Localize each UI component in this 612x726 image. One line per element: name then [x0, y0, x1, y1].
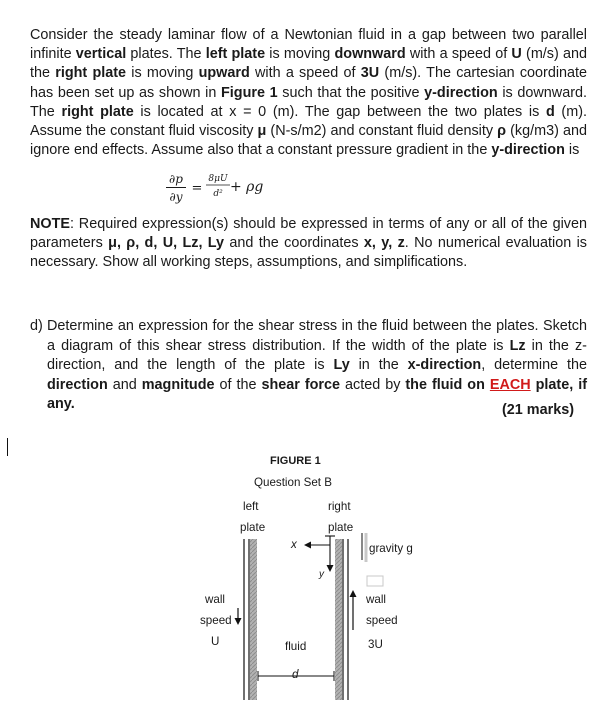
fluid-label: fluid [285, 640, 307, 653]
left-plate [250, 539, 257, 700]
right-wall-label: wall [366, 593, 386, 606]
right-speed-arrowhead [350, 590, 357, 597]
right-speed-value: 3U [368, 638, 383, 651]
formula-rhs-tail: + ρg [230, 179, 264, 195]
figure-subtitle: Question Set B [254, 476, 332, 489]
left-speed-label: speed [200, 614, 232, 627]
part-d-body: Determine an expression for the shear stress in the fluid between the plates. Sketch a diagram of this shear stress distribution. If the width of the plate is Lz in the z-direction, and the length of the plate is Ly in the x-direction, determine the direction and magnitude of the shear force acted by the fluid on EACH plate, if any. [47, 318, 587, 413]
right-speed-marker [367, 576, 383, 586]
formula-equals: = [191, 181, 203, 196]
each-emphasis: EACH [489, 376, 531, 393]
problem-statement: Consider the steady laminar flow of a Newtonian fluid in a gap between two parallel infinite vertical plates. The left plate is moving downward with a speed of U (m/s) and the right plate is moving upward with a speed of 3U (m/s). The cartesian coordinate has been set up as shown in Figure 1 such that the positive y-direction is downward. The right plate is located at x = 0 (m). The gap between the two plates is d (m). Assume the constant fluid viscosity μ (N-s/m2) and constant fluid density ρ (kg/m3) and ignore end effects. Assume also that a constant pressure gradient in the y-direction is [30, 27, 588, 159]
gravity-label: gravity g [369, 542, 413, 555]
marks-label: (21 marks) [502, 402, 574, 418]
y-axis-label: y [319, 569, 324, 580]
x-axis-arrowhead [304, 542, 311, 549]
formula-lhs-denominator: ∂y [169, 190, 183, 204]
formula-rhs-denominator: d² [213, 189, 223, 199]
formula-rhs-numerator: 8μU [208, 174, 228, 184]
left-plate-label-2: plate [240, 521, 266, 534]
right-plate [335, 539, 342, 700]
right-speed-label: speed [366, 614, 398, 627]
gap-label: d [292, 668, 299, 681]
note-paragraph: NOTE: Required expression(s) should be expressed in terms of any or all of the given parameters μ, ρ, d, U, Lz, Ly and the coordinates x, y, z. No numerical evaluation is necessary. Show all working steps, assumptions, and simplifications. [30, 216, 587, 271]
y-axis-arrowhead [327, 565, 334, 572]
part-d-label: d) [30, 318, 43, 334]
x-axis-label: x [291, 538, 297, 551]
question-part-d [30, 317, 587, 415]
text-cursor [7, 438, 8, 456]
left-plate-label-1: left [243, 500, 259, 513]
right-plate-label-2: plate [328, 521, 354, 534]
formula-lhs-numerator: ∂p [169, 172, 183, 186]
right-plate-label-1: right [328, 500, 351, 513]
figure-title: FIGURE 1 [270, 455, 321, 467]
left-speed-value: U [211, 635, 220, 648]
left-wall-label: wall [205, 593, 225, 606]
pressure-gradient-equation [0, 170, 612, 206]
left-speed-arrowhead [235, 618, 242, 625]
